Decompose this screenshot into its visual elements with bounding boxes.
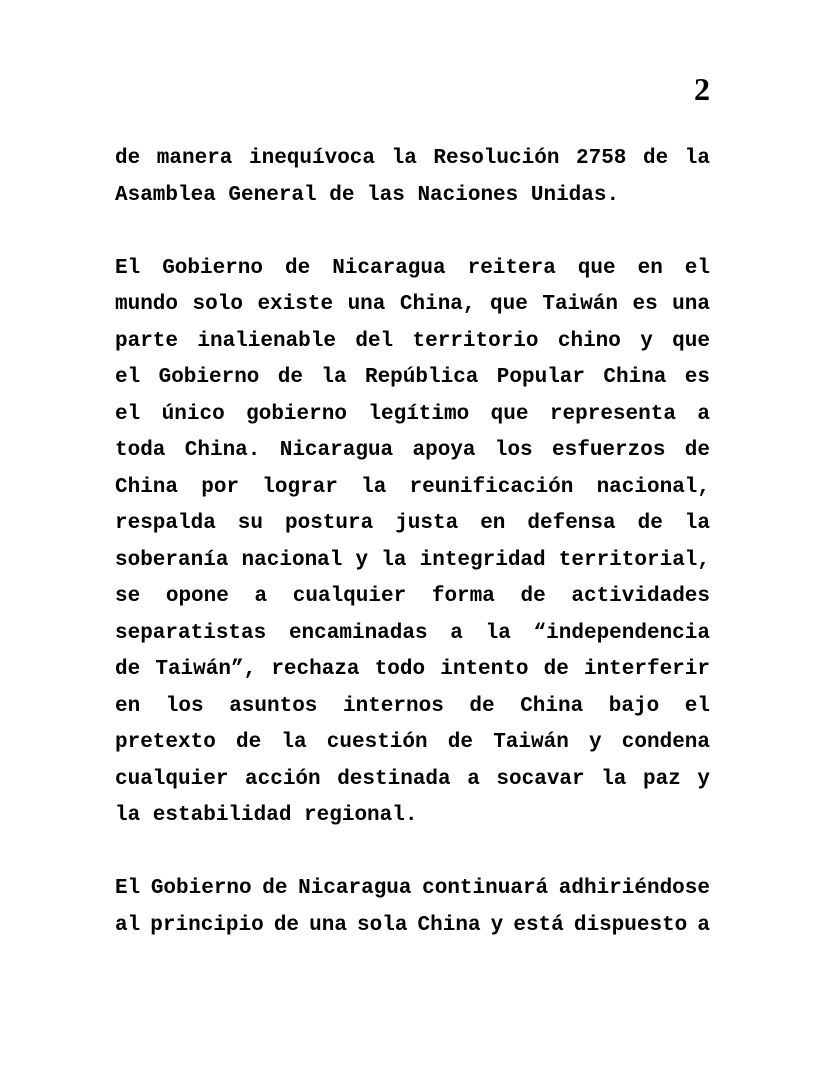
text-line xyxy=(115,543,710,580)
text-line-content: el único gobierno legítimo que representa a xyxy=(115,402,710,426)
text-line-content: El Gobierno de Nicaragua reitera que en el xyxy=(115,256,710,280)
text-line-content: se opone a cualquier forma de actividades xyxy=(115,585,710,608)
text-line-content: Asamblea General de las Naciones Unidas. xyxy=(115,183,620,207)
text-line-content: de manera inequívoca la Resolución 2758 de la xyxy=(115,147,710,170)
text-line xyxy=(115,287,710,324)
text-line xyxy=(115,652,710,689)
text-line xyxy=(115,908,710,945)
text-line-content: respalda su postura justa en defensa de la xyxy=(115,512,710,535)
text-line-content: parte inalienable del territorio chino y que xyxy=(115,329,710,353)
text-line xyxy=(115,689,710,726)
text-line-content: toda China. Nicaragua apoya los esfuerzos de xyxy=(115,439,710,462)
text-line-content: de Taiwán”, rechaza todo intento de interferir xyxy=(115,658,710,681)
text-line xyxy=(115,324,710,361)
text-line-content: al principio de una sola China y está dispuesto a xyxy=(115,913,710,937)
text-line-content: El Gobierno de Nicaragua continuará adhiriéndose xyxy=(115,877,710,900)
text-line-content: en los asuntos internos de China bajo el xyxy=(115,694,710,718)
text-line xyxy=(115,579,710,616)
text-line xyxy=(115,178,710,215)
text-line-content: separatistas encaminadas a la “independencia xyxy=(115,621,710,645)
page-number: 2 xyxy=(694,71,710,107)
text-line xyxy=(115,433,710,470)
text-line xyxy=(115,141,710,178)
text-line xyxy=(115,616,710,653)
text-line-content: el Gobierno de la República Popular China es xyxy=(115,366,710,389)
paragraph xyxy=(115,251,710,835)
text-line-content: la estabilidad regional. xyxy=(115,804,418,827)
text-line xyxy=(115,725,710,762)
text-line-content: soberanía nacional y la integridad territorial, xyxy=(115,548,710,572)
text-line-content: mundo solo existe una China, que Taiwán es una xyxy=(115,293,710,316)
text-line-content: cualquier acción destinada a socavar la paz y xyxy=(115,767,710,791)
text-line xyxy=(115,871,710,908)
text-line-content: China por lograr la reunificación nacional, xyxy=(115,475,710,499)
text-line-content: pretexto de la cuestión de Taiwán y condena xyxy=(115,731,710,754)
text-line xyxy=(115,360,710,397)
text-line xyxy=(115,397,710,434)
text-line xyxy=(115,506,710,543)
text-line xyxy=(115,798,710,835)
paragraph xyxy=(115,141,710,214)
text-line xyxy=(115,762,710,799)
text-line xyxy=(115,470,710,507)
paragraph xyxy=(115,871,710,944)
text-line xyxy=(115,251,710,288)
document-body xyxy=(115,141,710,944)
